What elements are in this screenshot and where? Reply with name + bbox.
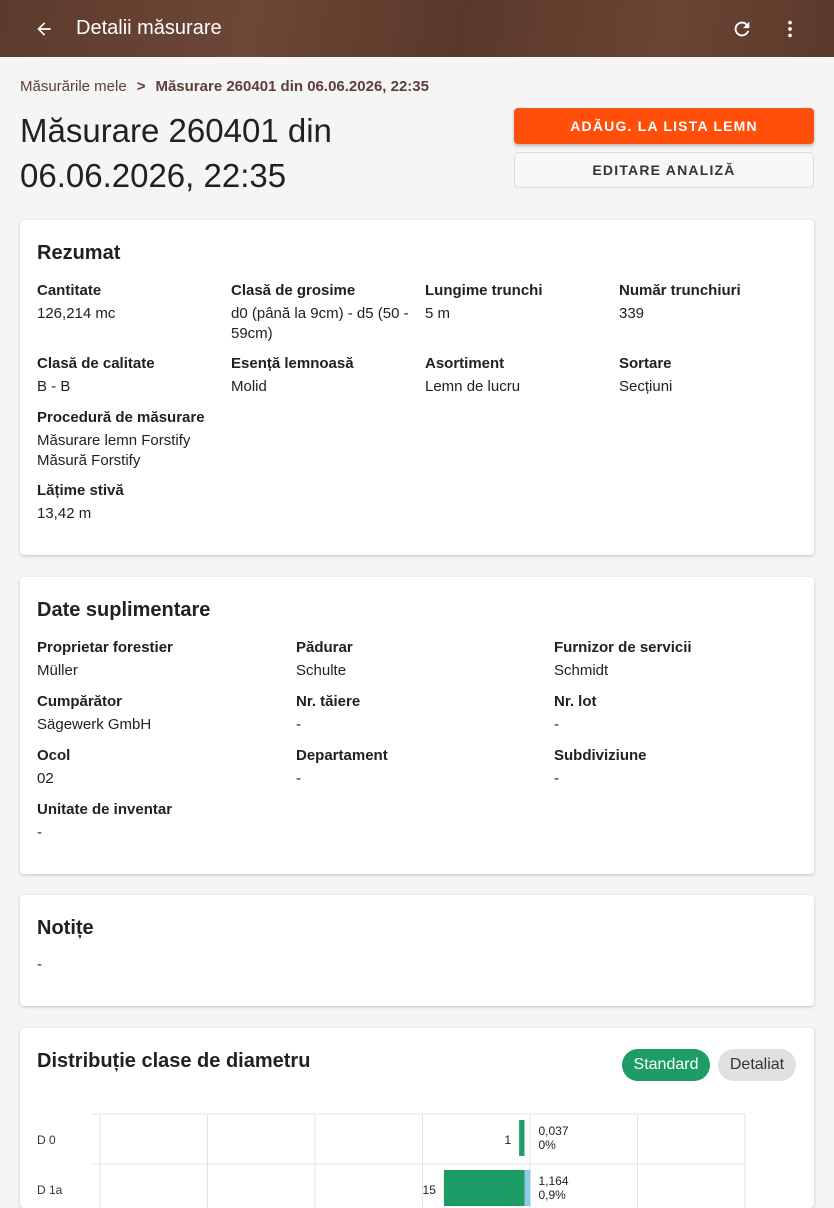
field-label: Nr. lot [554,693,597,710]
distribution-title: Distribuție clase de diametru [37,1050,311,1072]
breadcrumb [20,78,429,95]
field-label: Lungime trunchi [425,282,543,299]
notes-card [20,895,814,1006]
app-bar [0,0,834,57]
extra-field-buyer [37,692,277,735]
field-label: Pădurar [296,639,353,656]
diameter-distribution-chart [20,1108,814,1208]
field-label: Proprietar forestier [37,639,173,656]
field-label: Sortare [619,355,672,372]
field-value: - [37,824,42,841]
toggle-detailed[interactable]: Detaliat [718,1049,796,1081]
field-label: Nr. tăiere [296,693,361,710]
summary-field-measurement-procedure [37,408,209,471]
field-value: 5 m [425,305,451,322]
summary-field-wood-species [231,354,411,397]
field-label: Clasă de grosime [231,282,356,299]
summary-field-trunk-count [619,281,799,324]
refresh-button[interactable] [722,9,762,49]
field-value: - [296,716,301,733]
field-label: Asortiment [425,355,505,372]
appbar-title: Detalii măsurare [76,17,222,39]
bar-percent-label: 0% [538,1138,556,1152]
back-button[interactable] [22,7,66,51]
field-value: Secțiuni [619,378,673,395]
additional-data-card [20,577,814,874]
bar-volume-label: 1,164 [538,1174,569,1188]
field-label: Lățime stivă [37,482,124,499]
bar-volume-label: 0,037 [538,1124,569,1138]
add-to-wood-list-button[interactable]: ADĂUG. LA LISTA LEMN [514,108,814,144]
y-axis-tick-label: D 0 [37,1133,56,1147]
field-value: 126,214 mc [37,305,116,322]
field-value: Schulte [296,662,347,679]
summary-card [20,220,814,555]
summary-field-sorting [619,354,799,397]
summary-field-quantity [37,281,217,324]
field-label: Unitate de inventar [37,801,173,818]
field-label: Clasă de calitate [37,355,155,372]
field-value: B - B [37,378,71,395]
page-title: Măsurare 260401 din 06.06.2026, 22:35 [20,112,332,194]
field-label: Procedură de măsurare [37,409,205,426]
field-value: 339 [619,305,645,322]
extra-field-forest-owner [37,638,277,681]
field-value: - [296,770,301,787]
summary-field-stack-width [37,481,217,524]
bar-percent-label: 0,9% [538,1188,566,1202]
extra-field-forest-district [37,746,277,789]
edit-analysis-button[interactable]: EDITARE ANALIZĂ [514,152,814,188]
extra-field-department [296,746,536,789]
summary-field-quality-class [37,354,217,397]
field-label: Furnizor de servicii [554,639,692,656]
refresh-icon [731,18,753,40]
additional-data-title: Date suplimentare [37,599,211,621]
field-label: Cantitate [37,282,102,299]
toggle-standard[interactable]: Standard [622,1049,710,1081]
field-label: Subdiviziune [554,747,647,764]
chart-bar [444,1170,525,1206]
summary-field-thickness-class [231,281,413,344]
notes-value: - [37,956,42,973]
notes-title: Notițe [37,917,94,939]
more-vert-icon [779,18,801,40]
extra-field-lot-number [554,692,794,735]
chart-bar [519,1120,524,1156]
field-value: Lemn de lucru [425,378,521,395]
distribution-card [20,1028,814,1208]
field-value: Sägewerk GmbH [37,716,152,733]
field-value: Schmidt [554,662,609,679]
bar-count-label: 15 [422,1183,436,1197]
extra-field-inventory-unit [37,800,277,843]
field-value: Molid [231,378,267,395]
field-label: Departament [296,747,388,764]
field-value: - [554,716,559,733]
summary-field-assortment [425,354,605,397]
extra-field-subdivision [554,746,794,789]
field-label: Esență lemnoasă [231,355,354,372]
field-value: Măsurare lemn Forstify Măsură Forstify [37,432,191,469]
field-value: Müller [37,662,78,679]
field-label: Ocol [37,747,71,764]
bar-count-label: 1 [504,1133,512,1147]
field-value: - [554,770,559,787]
summary-title: Rezumat [37,242,121,264]
breadcrumb-parent-link[interactable]: Măsurările mele [20,78,127,95]
breadcrumb-current: Măsurare 260401 din 06.06.2026, 22:35 [155,78,429,95]
extra-field-cutting-number [296,692,536,735]
arrow-left-icon [34,19,54,39]
field-label: Număr trunchiuri [619,282,741,299]
field-value: 13,42 m [37,505,92,522]
extra-field-forester [296,638,536,681]
y-axis-tick-label: D 1a [37,1183,63,1197]
field-value: 02 [37,770,54,787]
extra-field-service-provider [554,638,794,681]
field-value: d0 (până la 9cm) - d5 (50 - 59cm) [231,305,409,342]
more-menu-button[interactable] [770,9,810,49]
field-label: Cumpărător [37,693,123,710]
chart-bar-secondary [525,1170,531,1206]
breadcrumb-separator: > [136,78,146,95]
summary-field-trunk-length [425,281,605,324]
